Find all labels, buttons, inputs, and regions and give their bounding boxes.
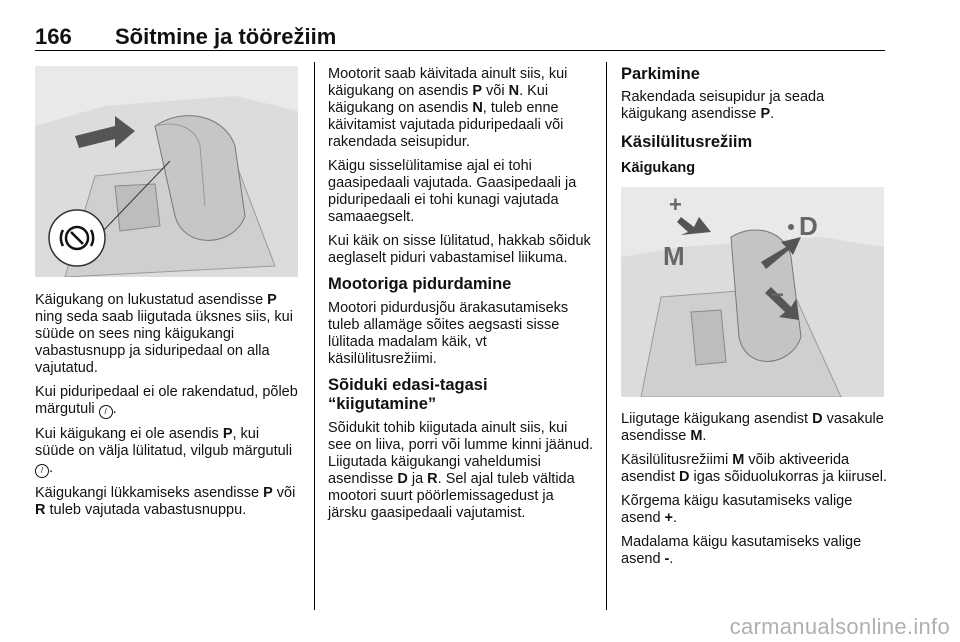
text: Käigukang on lukustatud asendisse bbox=[35, 292, 268, 308]
paragraph bbox=[621, 534, 889, 568]
paragraph bbox=[35, 485, 299, 519]
watermark: carmanualsonline.info bbox=[729, 614, 950, 639]
paragraph bbox=[621, 89, 889, 123]
gear-letter: P bbox=[472, 83, 482, 99]
text: Rakendada seisupidur ja seada käigukang asendisse bbox=[621, 89, 825, 122]
d-label: D bbox=[799, 211, 818, 241]
text: Sõidukit tohib kiigutada ainult siis, kui see on liiva, porri või lumme kinni jäänud. Liigutada käigukangi vaheldumisi asendisse bbox=[328, 420, 594, 487]
text: Liigutage käigukang asendist bbox=[621, 411, 813, 427]
text: , tuleb enne käivitamist vajutada piduripedaali või rakendada seisupidur. bbox=[328, 100, 564, 150]
page-number: 166 bbox=[35, 24, 72, 49]
text: või bbox=[272, 485, 296, 501]
gear-letter: - bbox=[664, 551, 670, 567]
manual-mode-illustration bbox=[621, 187, 884, 397]
gear-lever-figure bbox=[35, 66, 298, 277]
paragraph bbox=[328, 66, 594, 151]
brake-warning-icon: / bbox=[35, 464, 49, 478]
text: võib aktiveerida asendist bbox=[621, 452, 850, 485]
text: . bbox=[49, 460, 54, 476]
subsection-heading: Käigukang bbox=[621, 160, 696, 176]
text: või bbox=[481, 83, 509, 99]
section-heading: Sõiduki edasi-tagasi “kiigutamine” bbox=[328, 376, 488, 413]
paragraph bbox=[621, 411, 889, 445]
paragraph: Kui käik on sisse lülitatud, hakkab sõiduk aeglaselt piduri vabastamisel liikuma. bbox=[328, 233, 591, 266]
m-label: M bbox=[663, 241, 685, 271]
section-heading: Käsilülitusrežiim bbox=[621, 133, 753, 151]
column-2 bbox=[328, 66, 594, 529]
gear-letter: D bbox=[679, 469, 690, 485]
chapter-title: Sõitmine ja töörežiim bbox=[115, 24, 337, 49]
section-heading: Parkimine bbox=[621, 65, 700, 83]
text: . bbox=[669, 551, 674, 567]
gear-letter: N bbox=[472, 100, 483, 116]
text: igas sõiduolukorras ja kiirusel. bbox=[689, 469, 887, 485]
gear-letter: P bbox=[760, 106, 771, 122]
column-3 bbox=[621, 66, 889, 575]
gear-letter: M bbox=[732, 452, 745, 468]
gear-letter: + bbox=[664, 510, 674, 526]
text: vasakule asendisse bbox=[621, 411, 884, 444]
paragraph bbox=[328, 420, 594, 522]
minus-label: − bbox=[771, 282, 784, 307]
text: . bbox=[673, 510, 678, 526]
text: . Sel ajal tuleb vältida mootori suurt pöörlemissagedust ja järsku gaasipedaali vajutamist. bbox=[328, 471, 575, 521]
text: ja bbox=[407, 471, 428, 487]
gear-letter: P bbox=[222, 426, 233, 442]
text: Mootorit saab käivitada ainult siis, kui käigukang on asendis bbox=[328, 66, 568, 99]
text: Käigukangi lükkamiseks asendisse bbox=[35, 485, 264, 501]
text: . bbox=[112, 401, 117, 417]
text: Käsilülitusrežiimi bbox=[621, 452, 733, 468]
column-divider-1 bbox=[314, 62, 315, 610]
column-divider-2 bbox=[606, 62, 607, 610]
gear-letter: P bbox=[263, 485, 273, 501]
column-1 bbox=[35, 66, 299, 526]
paragraph: Käigu sisselülitamise ajal ei tohi gaasipedaali vajutada. Gaasipedaali ja piduripedaali ei tohi kunagi vajutada samaaegselt. bbox=[328, 158, 577, 225]
gear-letter: D bbox=[812, 411, 823, 427]
gear-lever-illustration bbox=[35, 66, 298, 277]
manual-mode-figure bbox=[621, 187, 884, 397]
gear-letter: P bbox=[267, 292, 277, 308]
text: ning seda saab liigutada üksnes siis, kui süüde on sees ning käigukangi vabastusnupp ja siduripedaal on alla vajutatud. bbox=[35, 309, 293, 376]
text: . bbox=[770, 106, 775, 122]
paragraph bbox=[621, 452, 889, 486]
brake-warning-icon: / bbox=[99, 405, 113, 419]
gear-letter: N bbox=[508, 83, 520, 99]
paragraph bbox=[35, 426, 299, 478]
paragraph bbox=[621, 493, 889, 527]
text: tuleb vajutada vabastusnuppu. bbox=[45, 502, 247, 518]
paragraph bbox=[35, 384, 299, 419]
gear-letter: R bbox=[427, 471, 438, 487]
paragraph: Mootori pidurdusjõu ärakasutamiseks tuleb allamäge sõites aegsasti sisse lülitada madalam käik, vt käsilülitusrežiimi. bbox=[328, 300, 569, 367]
gear-letter: M bbox=[690, 428, 703, 444]
paragraph bbox=[35, 292, 299, 377]
text: Kui piduripedaal ei ole rakendatud, põleb märgutuli bbox=[35, 384, 298, 417]
text: . bbox=[702, 428, 707, 444]
text: , kui süüde on välja lülitatud, vilgub märgutuli bbox=[35, 426, 293, 459]
header-rule bbox=[35, 50, 885, 51]
text: Madalama käigu kasutamiseks valige asend bbox=[621, 534, 862, 567]
gear-letter: R bbox=[35, 502, 46, 518]
text: Kõrgema käigu kasutamiseks valige asend bbox=[621, 493, 853, 526]
section-heading: Mootoriga pidurdamine bbox=[328, 275, 512, 293]
gear-letter: D bbox=[397, 471, 408, 487]
text: . Kui käigukang on asendis bbox=[328, 83, 549, 116]
text: Kui käigukang ei ole asendis bbox=[35, 426, 223, 442]
plus-label: + bbox=[669, 192, 682, 217]
